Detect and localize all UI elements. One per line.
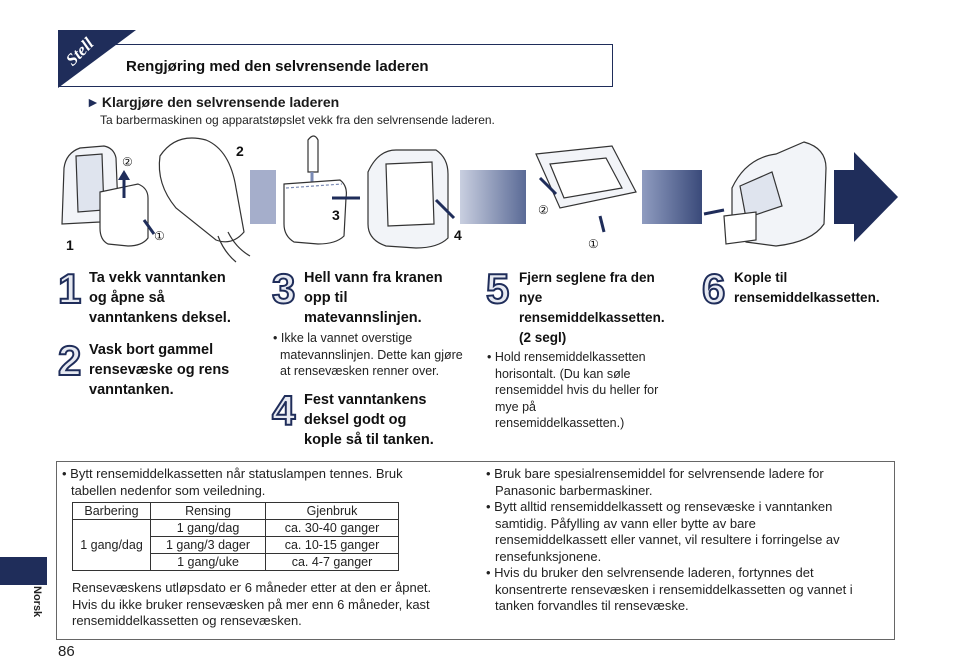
- callout-3: 3: [332, 207, 340, 223]
- progress-band-3: [642, 170, 702, 224]
- subsection-title-text: Klargjøre den selvrensende laderen: [101, 94, 340, 110]
- step-6-line: rensemiddelkassetten.: [734, 290, 880, 305]
- info-right-bullets: [486, 466, 886, 615]
- step-3-note-line: at rensevæsken renner over.: [280, 364, 440, 378]
- info-bullet-line: Panasonic barbermaskiner.: [495, 482, 653, 498]
- info-bullet-line: samtidig. Påfylling av vann eller bytte av bare: [495, 515, 756, 531]
- step-4-text: [304, 390, 484, 450]
- info-bullet-line: tanken forvandles til rensevæske.: [495, 598, 689, 613]
- play-arrow-icon: ►: [86, 94, 100, 110]
- step-number-3: 3: [272, 265, 296, 312]
- step-5-line: Fjern seglene fra den: [519, 270, 655, 285]
- info-footer-line: Rensevæskens utløpsdato er 6 måneder etter at den er åpnet.: [72, 580, 432, 595]
- info-intro-line: Bytt rensemiddelkassetten når statuslampen tennes. Bruk: [70, 466, 403, 481]
- step-1-line: og åpne så: [89, 290, 165, 306]
- step-1-line: vanntankens deksel.: [89, 310, 231, 326]
- instruction-illustrations: [56, 128, 901, 263]
- callout-circled-2b: ②: [538, 203, 549, 217]
- info-bullet-line: Bruk bare spesialrensemiddel for selvrensende ladere for: [494, 466, 824, 481]
- info-bullet-line: konsentrerte rensevæsken i rensemiddelkassetten og vannet i: [495, 581, 853, 597]
- language-label: Norsk: [31, 586, 43, 618]
- step-5-line: nye: [519, 290, 543, 305]
- step-3-note-line: matevannslinjen. Dette kan gjøre: [280, 347, 463, 362]
- step-6-line: Kople til: [734, 270, 788, 285]
- step-3-note: • Ikke la vannet overstige matevannslinjen. Dette kan gjøre at rensevæsken renner over.: [273, 330, 473, 380]
- step-5-note-line: rensemiddelkassetten.): [495, 416, 625, 430]
- step-4-line: Fest vanntankens: [304, 392, 427, 408]
- progress-band-1: [250, 170, 276, 224]
- info-bullet-line: rensefunksjonene.: [495, 548, 602, 564]
- table-cell: 1 gang/uke: [151, 554, 266, 571]
- section-label: Stell: [62, 33, 98, 70]
- table-cell: 1 gang/3 dager: [151, 537, 266, 554]
- step-4-line: deksel godt og: [304, 412, 407, 428]
- table-header: Rensing: [151, 503, 266, 520]
- step-5-note-line: horisontalt. (Du kan søle: [495, 366, 631, 381]
- step-number-1: 1: [58, 265, 82, 312]
- table-cell: 1 gang/dag: [151, 520, 266, 537]
- table-row: [73, 520, 399, 537]
- table-cell: ca. 4-7 ganger: [266, 554, 399, 571]
- page-number: 86: [58, 643, 75, 660]
- info-bullet-line: Bytt alltid rensemiddelkassett og rensevæske i vanntanken: [494, 499, 833, 514]
- table-cell: ca. 30-40 ganger: [266, 520, 399, 537]
- step-3-text: [304, 268, 484, 328]
- step-3-line: opp til: [304, 290, 348, 306]
- step-1-text: [89, 268, 269, 328]
- charger-tank-illustration: [62, 146, 154, 246]
- callout-2: 2: [236, 143, 244, 159]
- step-5-note-line: rensemiddel hvis du heller for: [495, 383, 659, 397]
- info-bullet: • Hvis du bruker den selvrensende laderen, fortynnes det konsentrerte rensevæsken i rensemiddelkassetten og vannet i tanken forvandles til rensevæske.: [486, 565, 886, 615]
- callout-4: 4: [454, 227, 462, 243]
- cartridge-seal-illustration: [536, 146, 636, 232]
- step-number-2: 2: [58, 337, 82, 384]
- step-3-note-line: Ikke la vannet overstige: [280, 331, 413, 345]
- cartridge-insert-illustration: [704, 142, 826, 246]
- step-6-text: [734, 268, 904, 308]
- callout-circled-1b: ①: [588, 237, 599, 251]
- info-bullet: • Bytt alltid rensemiddelkassett og rensevæske i vanntanken samtidig. Påfylling av vann eller bytte av bare rensemiddelkassett eller vannet, vil resultere i forringelse av rensefunksjonene.: [486, 499, 886, 565]
- table-cell: ca. 10-15 ganger: [266, 537, 399, 554]
- step-2-line: vanntanken.: [89, 382, 174, 398]
- info-left-intro: • Bytt rensemiddelkassetten når statuslampen tennes. Bruk tabellen nedenfor som veiledning.: [62, 466, 462, 499]
- step-number-6: 6: [702, 265, 726, 312]
- attach-tank-illustration: [368, 150, 454, 248]
- step-3-line: matevannslinjen.: [304, 310, 422, 326]
- table-header-row: [73, 503, 399, 520]
- step-2-line: rensevæske og rens: [89, 362, 230, 378]
- step-5-line: rensemiddelkassetten.: [519, 310, 665, 325]
- usage-table: [72, 502, 399, 571]
- step-5-text: [519, 268, 694, 348]
- page-title: Rengjøring med den selvrensende laderen: [126, 58, 429, 75]
- info-bullet: • Bruk bare spesialrensemiddel for selvrensende ladere for Panasonic barbermaskiner.: [486, 466, 886, 499]
- info-bullet-line: rensemiddelkassett eller vannet, vil resultere i forringelse av: [495, 532, 840, 547]
- info-intro-line: tabellen nedenfor som veiledning.: [71, 482, 266, 498]
- step-number-4: 4: [272, 387, 296, 434]
- callout-circled-2: ②: [122, 155, 133, 169]
- fill-water-illustration: [284, 136, 360, 244]
- step-2-text: [89, 340, 269, 400]
- step-5-line: (2 segl): [519, 330, 567, 345]
- step-2-line: Vask bort gammel: [89, 342, 214, 358]
- usage-table-wrap: [72, 502, 399, 571]
- step-1-line: Ta vekk vanntanken: [89, 270, 226, 286]
- progress-band-2: [460, 170, 526, 224]
- language-tab: [0, 557, 47, 585]
- subsection-title: [86, 94, 339, 110]
- illustration-svg: [56, 128, 901, 263]
- callout-1: 1: [66, 237, 74, 253]
- step-5-note-line: mye på: [495, 399, 536, 414]
- step-5-note: • Hold rensemiddelkassetten horisontalt. (Du kan søle rensemiddel hvis du heller for mye på rensemiddelkassetten.): [487, 349, 687, 432]
- table-header: Gjenbruk: [266, 503, 399, 520]
- info-left-footer: [72, 580, 472, 630]
- info-footer-line: Hvis du ikke bruker rensevæsken på mer enn 6 måneder, kast: [72, 596, 430, 612]
- progress-arrow-icon: [834, 152, 898, 242]
- subsection-text: Ta barbermaskinen og apparatstøpslet vekk fra den selvrensende laderen.: [100, 113, 495, 127]
- table-header: Barbering: [73, 503, 151, 520]
- step-3-line: Hell vann fra kranen: [304, 270, 443, 286]
- callout-circled-1: ①: [154, 229, 165, 243]
- step-4-line: kople så til tanken.: [304, 432, 434, 448]
- info-footer-line: rensemiddelkassetten og rensevæsken.: [72, 613, 302, 628]
- info-bullet-line: Hvis du bruker den selvrensende laderen, fortynnes det: [494, 565, 814, 580]
- step-number-5: 5: [486, 265, 510, 312]
- table-cell: 1 gang/dag: [73, 520, 151, 571]
- step-5-note-line: Hold rensemiddelkassetten: [494, 350, 646, 364]
